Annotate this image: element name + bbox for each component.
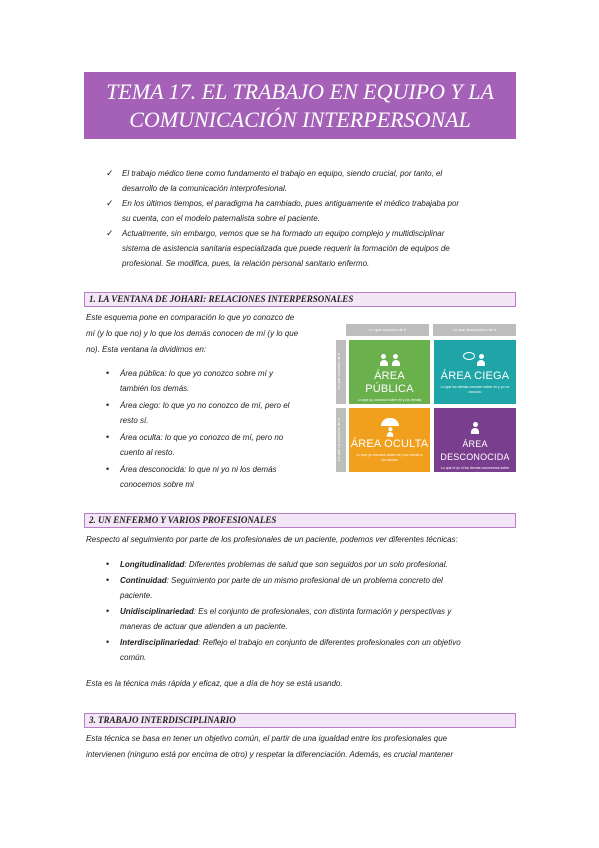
title-line-2: COMUNICACIÓN INTERPERSONAL [129, 107, 471, 132]
intro-checklist [106, 166, 516, 271]
list-item: • Continuidad: Seguimiento por parte de un mismo profesional de un problema concreto del paciente. [106, 575, 443, 600]
section-1-paragraph: Este esquema pone en comparación lo que yo conozco de mí (y lo que no) y lo que los demás conocen de mí (y lo que no). Esta ventana la dividimos en: [86, 313, 299, 354]
list-item: • Área oculta: lo que yo conozco de mí, pero no cuento al resto. [106, 432, 284, 457]
section-1-heading: 1. LA VENTANA DE JOHARI: RELACIONES INTERPERSONALES [84, 292, 516, 307]
list-item: • Unidisciplinariedad: Es el conjunto de profesionales, con distinta formación y perspectivas y maneras de actuar que atienden a un paciente. [106, 606, 452, 631]
bullet-icon: • [106, 575, 110, 585]
section-3-heading: 3. TRABAJO INTERDISCIPLINARIO [84, 713, 516, 728]
bullet-icon: • [106, 464, 110, 474]
intro-item: ✓ El trabajo médico tiene como fundamento el trabajo en equipo, siendo crucial, por tanto, el desarrollo de la comunicación interprofesional. [106, 168, 443, 193]
intro-item: ✓ En los últimos tiempos, el paradigma ha cambiado, pues antiguamente el médico trabajaba por su cuenta, con el modelo paternalista sobre el paciente. [106, 198, 460, 223]
section-2-heading: 2. UN ENFERMO Y VARIOS PROFESIONALES [84, 513, 516, 528]
list-item: • Interdisciplinariedad: Reflejo el trabajo en conjunto de diferentes profesionales con un objetivo común. [106, 637, 461, 662]
quadrant-blind-area [434, 340, 516, 404]
page-title [84, 72, 516, 139]
johari-side-bottom-label: Lo que no conoces de ti [336, 408, 346, 472]
list-item: • Área ciego: lo que yo no conozco de mí, pero el resto sí. [106, 400, 290, 425]
johari-top-left-label: Lo que conozco de ti [346, 324, 429, 336]
quadrant-hidden-area [349, 408, 430, 472]
bullet-icon: • [106, 606, 110, 616]
quadrant-subtitle: Lo que los demás conocen sobre mí y yo no conozco [440, 385, 510, 394]
checkmark-icon: ✓ [106, 168, 114, 178]
quadrant-subtitle: Lo que ni yo ni los demás conocemos sobre mí [440, 466, 510, 475]
quadrant-subtitle: Lo que yo conozco sobre mí y no cuento a los demás [356, 453, 423, 462]
quadrant-unknown-area [434, 408, 516, 475]
checkmark-icon: ✓ [106, 228, 114, 238]
quadrant-subtitle: Lo que yo conozco sobre mí y los demás conocen de mí [357, 398, 422, 407]
list-item: • Área pública: lo que yo conozco sobre mí y también los demás. [106, 368, 273, 393]
section-2-intro: Respecto al seguimiento por parte de los profesionales de un paciente, podemos ver diferentes técnicas: [86, 535, 458, 544]
section-3-paragraph: Esta técnica se basa en tener un objetivo común, el partir de una igualdad entre los profesionales que intervienen (ninguno está por encima de otro) y respetar la diferenciación. Además, es crucial mantener [86, 734, 454, 759]
bullet-icon: • [106, 559, 110, 569]
quadrant-title: ÁREA DESCONOCIDA [440, 439, 510, 462]
quadrant-public-area [349, 340, 430, 407]
title-line-1: TEMA 17. EL TRABAJO EN EQUIPO Y LA [106, 79, 494, 104]
bullet-icon: • [106, 368, 110, 378]
bullet-icon: • [106, 432, 110, 442]
section-1-bullets [106, 366, 336, 492]
bullet-icon: • [106, 400, 110, 410]
bullet-icon: • [106, 637, 110, 647]
eye-person-icon [455, 350, 495, 368]
quadrant-title: ÁREA CIEGA [440, 370, 510, 382]
list-item: • Longitudinalidad: Diferentes problemas de salud que son seguidos por un solo profesional. [106, 557, 516, 572]
umbrella-person-icon [370, 418, 410, 436]
quadrant-title: ÁREA OCULTA [350, 438, 429, 450]
johari-side-top-label: Lo que conoces de ti [336, 340, 346, 404]
johari-window-figure [336, 324, 516, 475]
section-2-outro: Esta es la técnica más rápida y eficaz, que a día de hoy se está usando. [86, 679, 343, 688]
intro-item: ✓ Actualmente, sin embargo, vemos que se ha formado un equipo complejo y multidisciplinar sistema de asistencia sanitaria especializada que puede requerir la formación de equipos de profesional. Se modifica, pues, la relación personal sanitario enfermo. [106, 228, 450, 268]
person-icon [455, 418, 495, 436]
johari-top-right-label: Lo que desconozco de ti [433, 324, 516, 336]
people-icon [370, 350, 410, 368]
checkmark-icon: ✓ [106, 198, 114, 208]
section-2-bullets [106, 557, 516, 665]
quadrant-title: ÁREA PÚBLICA [365, 370, 414, 395]
list-item: • Área desconocida: lo que ni yo ni los demás conocemos sobre mi [106, 464, 277, 489]
